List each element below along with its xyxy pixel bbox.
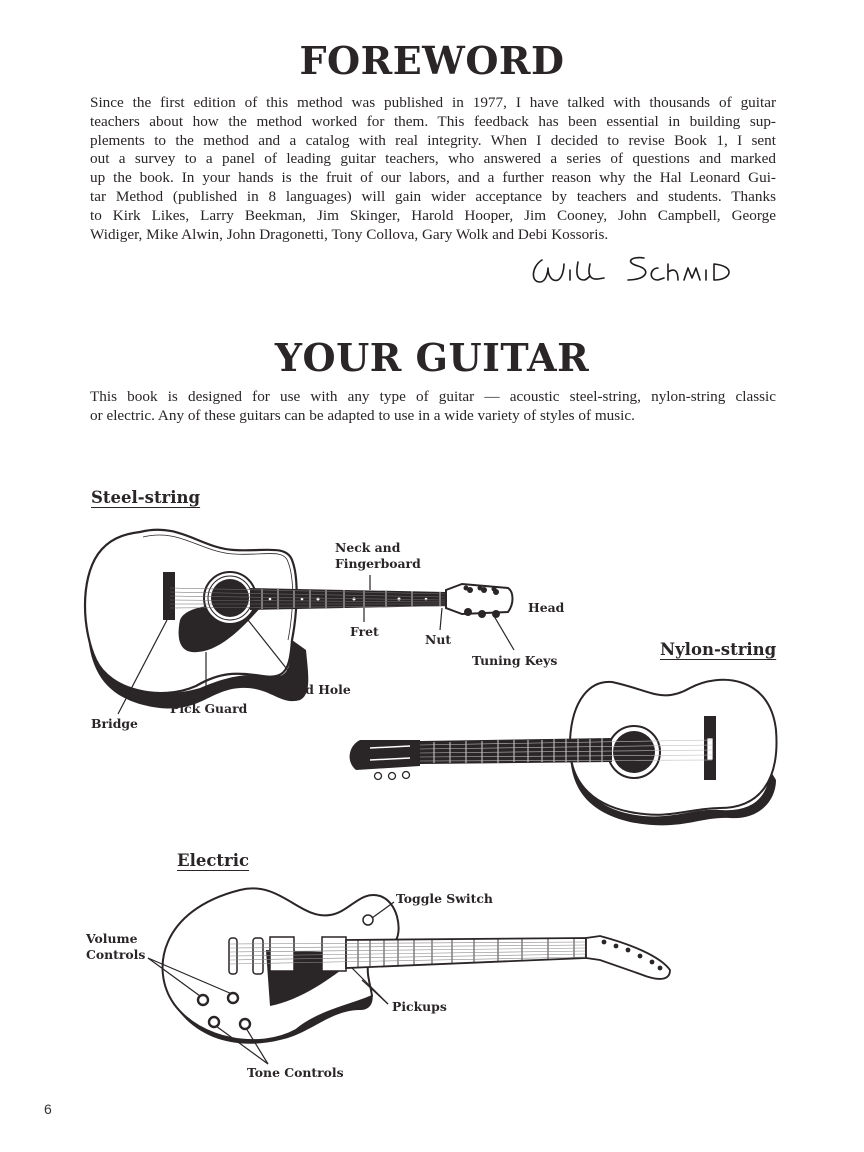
foreword-line: tar Method (published in 8 languages) will gain wider acceptance by teachers and students. Thanks xyxy=(90,187,776,205)
callout-toggle-switch: Toggle Switch xyxy=(396,891,493,906)
your-guitar-line: or electric. Any of these guitars can be adapted to use in a wide variety of styles of music. xyxy=(90,406,635,424)
callout-head: Head xyxy=(528,600,565,615)
page-number: 6 xyxy=(44,1101,52,1117)
foreword-line: plements to the method and a catalog with real integrity. When I decided to revise Book 1, I sent xyxy=(90,131,776,149)
callout-neck-line2: Fingerboard xyxy=(335,555,421,571)
foreword-line: up the book. In your hands is the fruit of our labors, and a further reason why the Hal Leonard Gui- xyxy=(90,169,776,187)
callout-tone-controls: Tone Controls xyxy=(247,1065,344,1080)
callout-volume-line2: Controls xyxy=(86,946,146,962)
your-guitar-line: This book is designed for use with any type of guitar — acoustic steel-string, nylon-string classic xyxy=(90,388,776,405)
foreword-line: teachers about how the method worked for them. This feedback has been essential in building sup- xyxy=(90,112,776,130)
electric-guitar-illustration xyxy=(148,888,670,1064)
callout-volume-line1: Volume xyxy=(86,931,138,946)
callout-bridge: Bridge xyxy=(91,716,138,731)
foreword-line: to Kirk Likes, Larry Beekman, Jim Skinger, Harold Hooper, Jim Cooney, John Campbell, George xyxy=(90,206,776,224)
callout-tuning-keys: Tuning Keys xyxy=(472,653,558,668)
callout-pickups: Pickups xyxy=(392,999,447,1014)
foreword-line: Since the first edition of this method was published in 1977, I have talked with thousands of guitar xyxy=(90,94,776,111)
callout-pick-guard: Pick Guard xyxy=(170,701,248,716)
steel-string-label: Steel-string xyxy=(91,488,201,507)
callout-sound-hole: Sound Hole xyxy=(270,682,351,697)
foreword-line: Widiger, Mike Alwin, John Dragonetti, Tony Collova, Gary Wolk and Debi Kossoris. xyxy=(90,225,609,243)
callout-nut: Nut xyxy=(425,632,452,647)
electric-label: Electric xyxy=(177,851,250,870)
callout-neck-and-fingerboard xyxy=(335,540,421,571)
foreword-heading: FOREWORD xyxy=(299,38,565,83)
nylon-string-guitar-illustration xyxy=(350,680,777,826)
callout-neck-line1: Neck and xyxy=(335,540,401,555)
callout-volume-controls xyxy=(86,931,145,962)
your-guitar-heading: YOUR GUITAR xyxy=(274,335,590,380)
callout-fret: Fret xyxy=(350,624,379,639)
foreword-line: out a survey to a panel of leading guitar teachers, who answered a series of questions and marked xyxy=(90,150,776,168)
nylon-string-label: Nylon-string xyxy=(660,640,777,659)
